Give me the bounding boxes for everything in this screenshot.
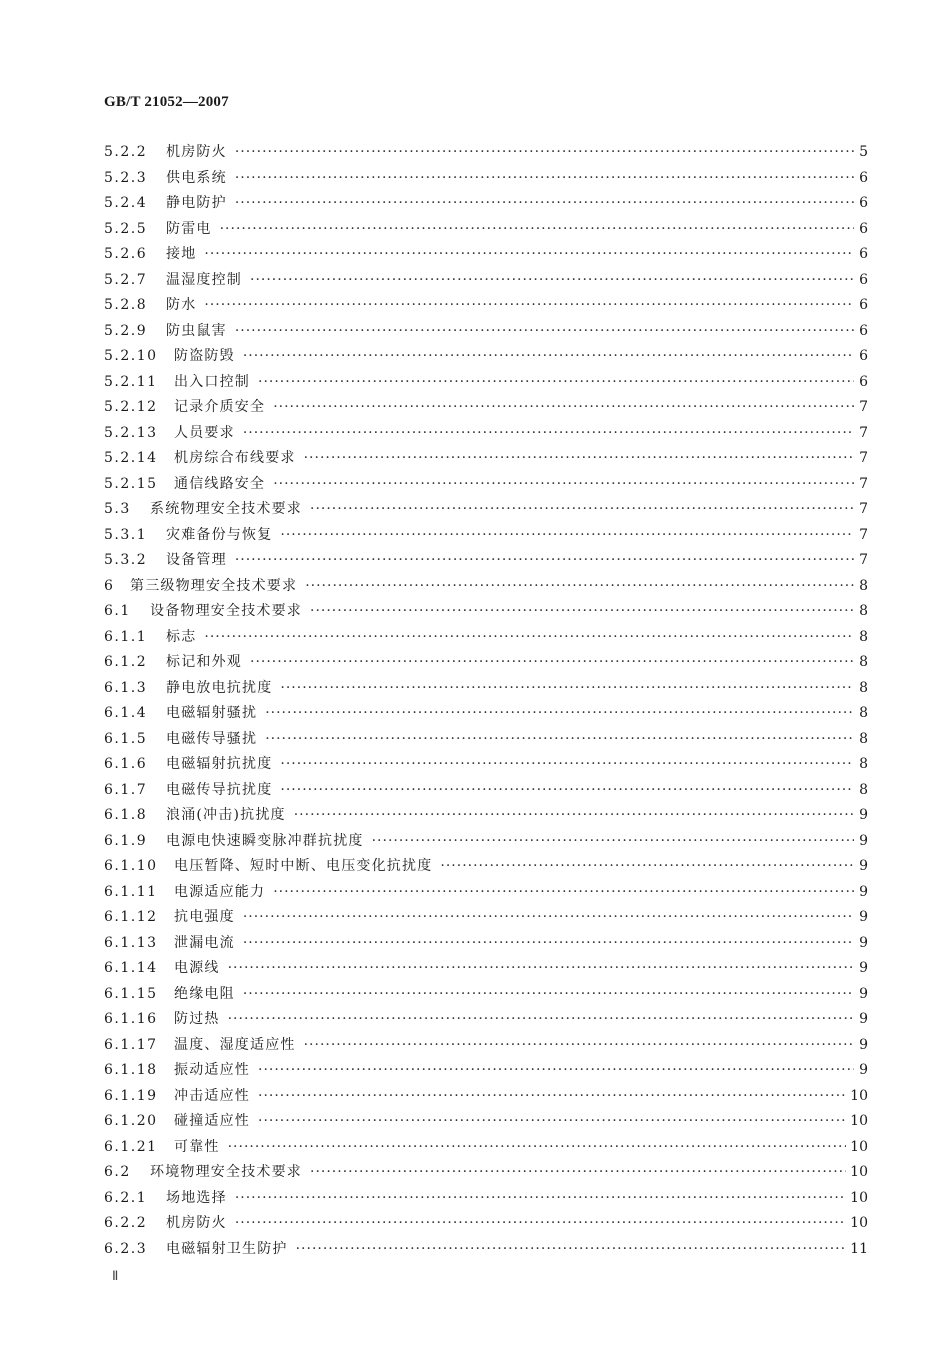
toc-entry-title: 防雷电 [166, 220, 212, 237]
toc-entry[interactable] [104, 829, 868, 855]
toc-entry-number: 6.1.9 [104, 832, 148, 849]
toc-entry[interactable] [104, 650, 868, 676]
toc-entry-title: 通信线路安全 [174, 475, 266, 492]
toc-entry-title: 温湿度控制 [166, 271, 242, 288]
toc-entry-title: 温度、湿度适应性 [174, 1036, 296, 1053]
toc-entry-page: 10 [850, 1138, 868, 1155]
toc-entry-title: 浪涌(冲击)抗扰度 [166, 807, 286, 823]
dot-leader [243, 344, 854, 370]
dot-leader [258, 370, 854, 396]
toc-entry-number: 6.1.13 [104, 934, 158, 951]
toc-entry-page: 7 [859, 475, 868, 492]
toc-entry-number: 6.1.18 [104, 1062, 158, 1078]
toc-entry-page: 10 [850, 1113, 868, 1129]
dot-leader [440, 854, 854, 880]
dot-leader [310, 1160, 846, 1186]
toc-entry[interactable] [104, 1186, 868, 1212]
toc-entry-number: 6.1.21 [104, 1138, 158, 1155]
toc-entry[interactable] [104, 421, 868, 447]
toc-entry-number: 5.3.1 [104, 526, 148, 543]
toc-entry[interactable] [104, 625, 868, 651]
toc-entry-page: 10 [850, 1164, 868, 1180]
toc-entry-number: 6.1.1 [104, 628, 148, 645]
toc-entry-title: 标志 [166, 628, 197, 645]
dot-leader [204, 293, 854, 319]
toc-entry-number: 6.1.12 [104, 909, 158, 925]
dot-leader [243, 931, 854, 957]
toc-entry-title: 环境物理安全技术要求 [150, 1164, 302, 1180]
toc-entry-title: 振动适应性 [174, 1062, 250, 1078]
toc-entry[interactable] [104, 676, 868, 702]
dot-leader [296, 1237, 847, 1263]
toc-entry-number: 6 [104, 577, 115, 594]
toc-entry[interactable] [104, 472, 868, 498]
dot-leader [228, 1007, 854, 1033]
toc-entry-number: 6.1.14 [104, 960, 158, 976]
toc-entry-title: 标记和外观 [166, 654, 242, 670]
toc-entry-number: 6.1.2 [104, 654, 148, 670]
toc-entry-title: 接地 [166, 246, 197, 262]
dot-leader [220, 217, 854, 243]
toc-entry-number: 6.2.1 [104, 1189, 148, 1206]
toc-entry-title: 泄漏电流 [174, 934, 235, 951]
toc-entry-title: 出入口控制 [174, 373, 250, 390]
toc-entry-page: 8 [859, 679, 868, 696]
toc-entry[interactable] [104, 1084, 868, 1110]
toc-entry[interactable] [104, 548, 868, 574]
toc-entry-page: 7 [859, 526, 868, 543]
toc-entry-page: 9 [859, 1036, 868, 1053]
dot-leader [204, 242, 854, 268]
toc-entry[interactable] [104, 242, 868, 268]
toc-entry[interactable] [104, 370, 868, 396]
toc-entry-number: 6.1.3 [104, 679, 148, 696]
toc-entry-title: 机房防火 [166, 144, 227, 160]
toc-entry-title: 第三级物理安全技术要求 [130, 577, 298, 594]
toc-entry[interactable] [104, 880, 868, 906]
dot-leader [294, 803, 854, 829]
toc-entry[interactable] [104, 701, 868, 727]
dot-leader [304, 1033, 854, 1059]
toc-entry[interactable] [104, 1058, 868, 1084]
toc-entry[interactable] [104, 1211, 868, 1237]
dot-leader [250, 650, 854, 676]
toc-entry-page: 8 [859, 654, 868, 670]
toc-entry-number: 6.1.19 [104, 1087, 158, 1104]
toc-entry[interactable] [104, 191, 868, 217]
toc-entry-title: 电磁辐射卫生防护 [166, 1240, 288, 1257]
toc-entry-number: 5.3 [104, 501, 131, 517]
toc-entry-title: 碰撞适应性 [174, 1113, 250, 1129]
toc-entry-page: 7 [859, 424, 868, 441]
toc-entry[interactable] [104, 905, 868, 931]
dot-leader [265, 701, 854, 727]
dot-leader [235, 191, 854, 217]
toc-entry[interactable] [104, 140, 868, 166]
toc-entry-page: 6 [859, 373, 868, 390]
toc-entry-title: 冲击适应性 [174, 1087, 250, 1104]
toc-entry-title: 场地选择 [166, 1189, 227, 1206]
toc-entry-number: 6.1.7 [104, 781, 148, 798]
dot-leader [258, 1058, 854, 1084]
toc-entry-page: 8 [859, 603, 868, 619]
toc-entry[interactable] [104, 727, 868, 753]
dot-leader [280, 523, 854, 549]
toc-entry[interactable] [104, 395, 868, 421]
dot-leader [235, 140, 854, 166]
toc-entry-number: 6.1.5 [104, 730, 148, 747]
page-number-footer: Ⅱ [112, 1268, 119, 1283]
toc-entry-number: 5.2.3 [104, 169, 148, 186]
toc-entry-title: 静电放电抗扰度 [166, 679, 273, 696]
toc-entry-number: 5.2.7 [104, 271, 148, 288]
dot-leader [258, 1084, 846, 1110]
toc-entry-title: 系统物理安全技术要求 [150, 501, 302, 517]
toc-entry[interactable] [104, 1033, 868, 1059]
toc-entry-number: 6.1.17 [104, 1036, 158, 1053]
toc-entry-page: 6 [859, 271, 868, 288]
toc-entry-title: 可靠性 [174, 1138, 220, 1155]
dot-leader [280, 778, 854, 804]
toc-entry-page: 6 [859, 195, 868, 211]
dot-leader [228, 1135, 847, 1161]
toc-entry-title: 人员要求 [174, 424, 235, 441]
toc-entry-page: 7 [859, 501, 868, 517]
document-header: GB/T 21052—2007 [104, 94, 229, 110]
toc-entry-number: 6.2 [104, 1164, 131, 1180]
toc-entry-page: 6 [859, 322, 868, 339]
toc-entry-title: 电源线 [174, 960, 220, 976]
toc-entry[interactable] [104, 931, 868, 957]
toc-entry-title: 供电系统 [166, 169, 227, 186]
dot-leader [273, 472, 854, 498]
dot-leader [273, 395, 854, 421]
toc-entry[interactable] [104, 956, 868, 982]
toc-entry-title: 电磁辐射抗扰度 [166, 756, 273, 772]
toc-entry-title: 记录介质安全 [174, 399, 266, 415]
toc-entry[interactable] [104, 1237, 868, 1263]
toc-entry-title: 电磁传导骚扰 [166, 730, 258, 747]
toc-entry-page: 8 [859, 628, 868, 645]
toc-entry-number: 5.2.2 [104, 144, 148, 160]
toc-entry-number: 6.1.16 [104, 1011, 158, 1027]
toc-entry[interactable] [104, 344, 868, 370]
toc-entry-number: 5.2.5 [104, 220, 148, 237]
dot-leader [280, 676, 854, 702]
toc-entry-page: 8 [859, 730, 868, 747]
toc-entry-number: 6.2.2 [104, 1215, 148, 1231]
dot-leader [243, 982, 854, 1008]
toc-entry-title: 防虫鼠害 [166, 322, 227, 339]
toc-entry[interactable] [104, 293, 868, 319]
toc-entry-title: 电磁辐射骚扰 [166, 705, 258, 721]
toc-entry-number: 5.2.14 [104, 450, 158, 466]
toc-entry-page: 10 [850, 1087, 868, 1104]
toc-entry-page: 9 [859, 1011, 868, 1027]
toc-entry-page: 6 [859, 169, 868, 186]
toc-entry[interactable] [104, 803, 868, 829]
toc-entry[interactable] [104, 778, 868, 804]
toc-entry[interactable] [104, 523, 868, 549]
toc-entry-number: 6.1 [104, 603, 131, 619]
toc-entry-number: 6.1.20 [104, 1113, 158, 1129]
toc-entry-title: 抗电强度 [174, 909, 235, 925]
toc-entry-number: 6.1.6 [104, 756, 148, 772]
toc-entry[interactable] [104, 752, 868, 778]
toc-entry[interactable] [104, 1135, 868, 1161]
toc-entry-number: 5.2.4 [104, 195, 148, 211]
toc-entry-page: 9 [859, 934, 868, 951]
toc-entry-number: 5.2.15 [104, 475, 158, 492]
dot-leader [273, 880, 854, 906]
toc-entry-page: 6 [859, 246, 868, 262]
dot-leader [310, 599, 854, 625]
dot-leader [204, 625, 854, 651]
toc-entry-page: 9 [859, 832, 868, 849]
toc-entry-title: 电磁传导抗扰度 [166, 781, 273, 798]
toc-entry-title: 防盗防毁 [174, 348, 235, 364]
toc-entry-page: 9 [859, 985, 868, 1002]
dot-leader [305, 574, 854, 600]
toc-entry-page: 6 [859, 220, 868, 237]
dot-leader [235, 319, 854, 345]
toc-entry-number: 6.1.4 [104, 705, 148, 721]
dot-leader [372, 829, 854, 855]
toc-entry-number: 6.1.11 [104, 883, 158, 900]
toc-entry-title: 设备物理安全技术要求 [150, 603, 302, 619]
toc-entry-number: 5.2.11 [104, 373, 158, 390]
dot-leader [243, 421, 854, 447]
toc-entry-page: 8 [859, 577, 868, 594]
toc-entry-page: 9 [859, 807, 868, 823]
toc-entry-title: 设备管理 [166, 552, 227, 568]
dot-leader [250, 268, 854, 294]
toc-entry-number: 6.1.15 [104, 985, 158, 1002]
dot-leader [304, 446, 854, 472]
toc-entry-page: 6 [859, 297, 868, 313]
toc-entry-page: 10 [850, 1215, 868, 1231]
dot-leader [310, 497, 854, 523]
dot-leader [235, 166, 854, 192]
dot-leader [243, 905, 854, 931]
toc-entry-page: 8 [859, 705, 868, 721]
toc-entry[interactable] [104, 268, 868, 294]
toc-entry-page: 8 [859, 756, 868, 772]
toc-entry-title: 静电防护 [166, 195, 227, 211]
toc-entry-title: 机房综合布线要求 [174, 450, 296, 466]
dot-leader [235, 548, 854, 574]
toc-entry-number: 5.2.12 [104, 399, 158, 415]
toc-entry[interactable] [104, 599, 868, 625]
toc-entry-page: 5 [859, 144, 868, 160]
toc-entry-page: 7 [859, 450, 868, 466]
toc-entry-page: 9 [859, 883, 868, 900]
toc-entry-title: 防水 [166, 297, 197, 313]
toc-entry-page: 9 [859, 1062, 868, 1078]
toc-entry[interactable] [104, 497, 868, 523]
toc-entry-number: 6.1.8 [104, 807, 148, 823]
table-of-contents [104, 140, 868, 1262]
toc-entry-number: 5.2.10 [104, 348, 158, 364]
toc-entry-page: 10 [850, 1189, 868, 1206]
toc-entry-page: 9 [859, 960, 868, 976]
toc-entry-page: 8 [859, 781, 868, 798]
toc-entry[interactable] [104, 982, 868, 1008]
toc-entry-number: 6.1.10 [104, 858, 158, 874]
toc-entry-number: 6.2.3 [104, 1240, 148, 1257]
toc-entry[interactable] [104, 854, 868, 880]
dot-leader [228, 956, 854, 982]
dot-leader [280, 752, 854, 778]
toc-entry-title: 绝缘电阻 [174, 985, 235, 1002]
toc-entry-page: 7 [859, 552, 868, 568]
toc-entry-page: 11 [850, 1240, 868, 1257]
toc-entry[interactable] [104, 166, 868, 192]
toc-entry[interactable] [104, 1109, 868, 1135]
dot-leader [265, 727, 854, 753]
toc-entry-page: 6 [859, 348, 868, 364]
toc-entry[interactable] [104, 319, 868, 345]
toc-entry[interactable] [104, 446, 868, 472]
toc-entry-title: 电源适应能力 [174, 883, 266, 900]
toc-entry-number: 5.2.8 [104, 297, 148, 313]
toc-entry-number: 5.2.13 [104, 424, 158, 441]
toc-entry[interactable] [104, 1007, 868, 1033]
toc-entry[interactable] [104, 1160, 868, 1186]
toc-entry-title: 电源电快速瞬变脉冲群抗扰度 [166, 832, 364, 849]
toc-entry[interactable] [104, 574, 868, 600]
toc-entry-number: 5.2.6 [104, 246, 148, 262]
toc-entry-title: 灾难备份与恢复 [166, 526, 273, 543]
toc-entry-title: 防过热 [174, 1011, 220, 1027]
toc-entry-page: 9 [859, 858, 868, 874]
toc-entry-title: 机房防火 [166, 1215, 227, 1231]
toc-entry[interactable] [104, 217, 868, 243]
dot-leader [235, 1186, 846, 1212]
dot-leader [258, 1109, 846, 1135]
toc-entry-page: 7 [859, 399, 868, 415]
dot-leader [235, 1211, 846, 1237]
toc-entry-title: 电压暂降、短时中断、电压变化抗扰度 [174, 858, 433, 874]
toc-entry-number: 5.3.2 [104, 552, 148, 568]
toc-entry-number: 5.2.9 [104, 322, 148, 339]
toc-entry-page: 9 [859, 909, 868, 925]
